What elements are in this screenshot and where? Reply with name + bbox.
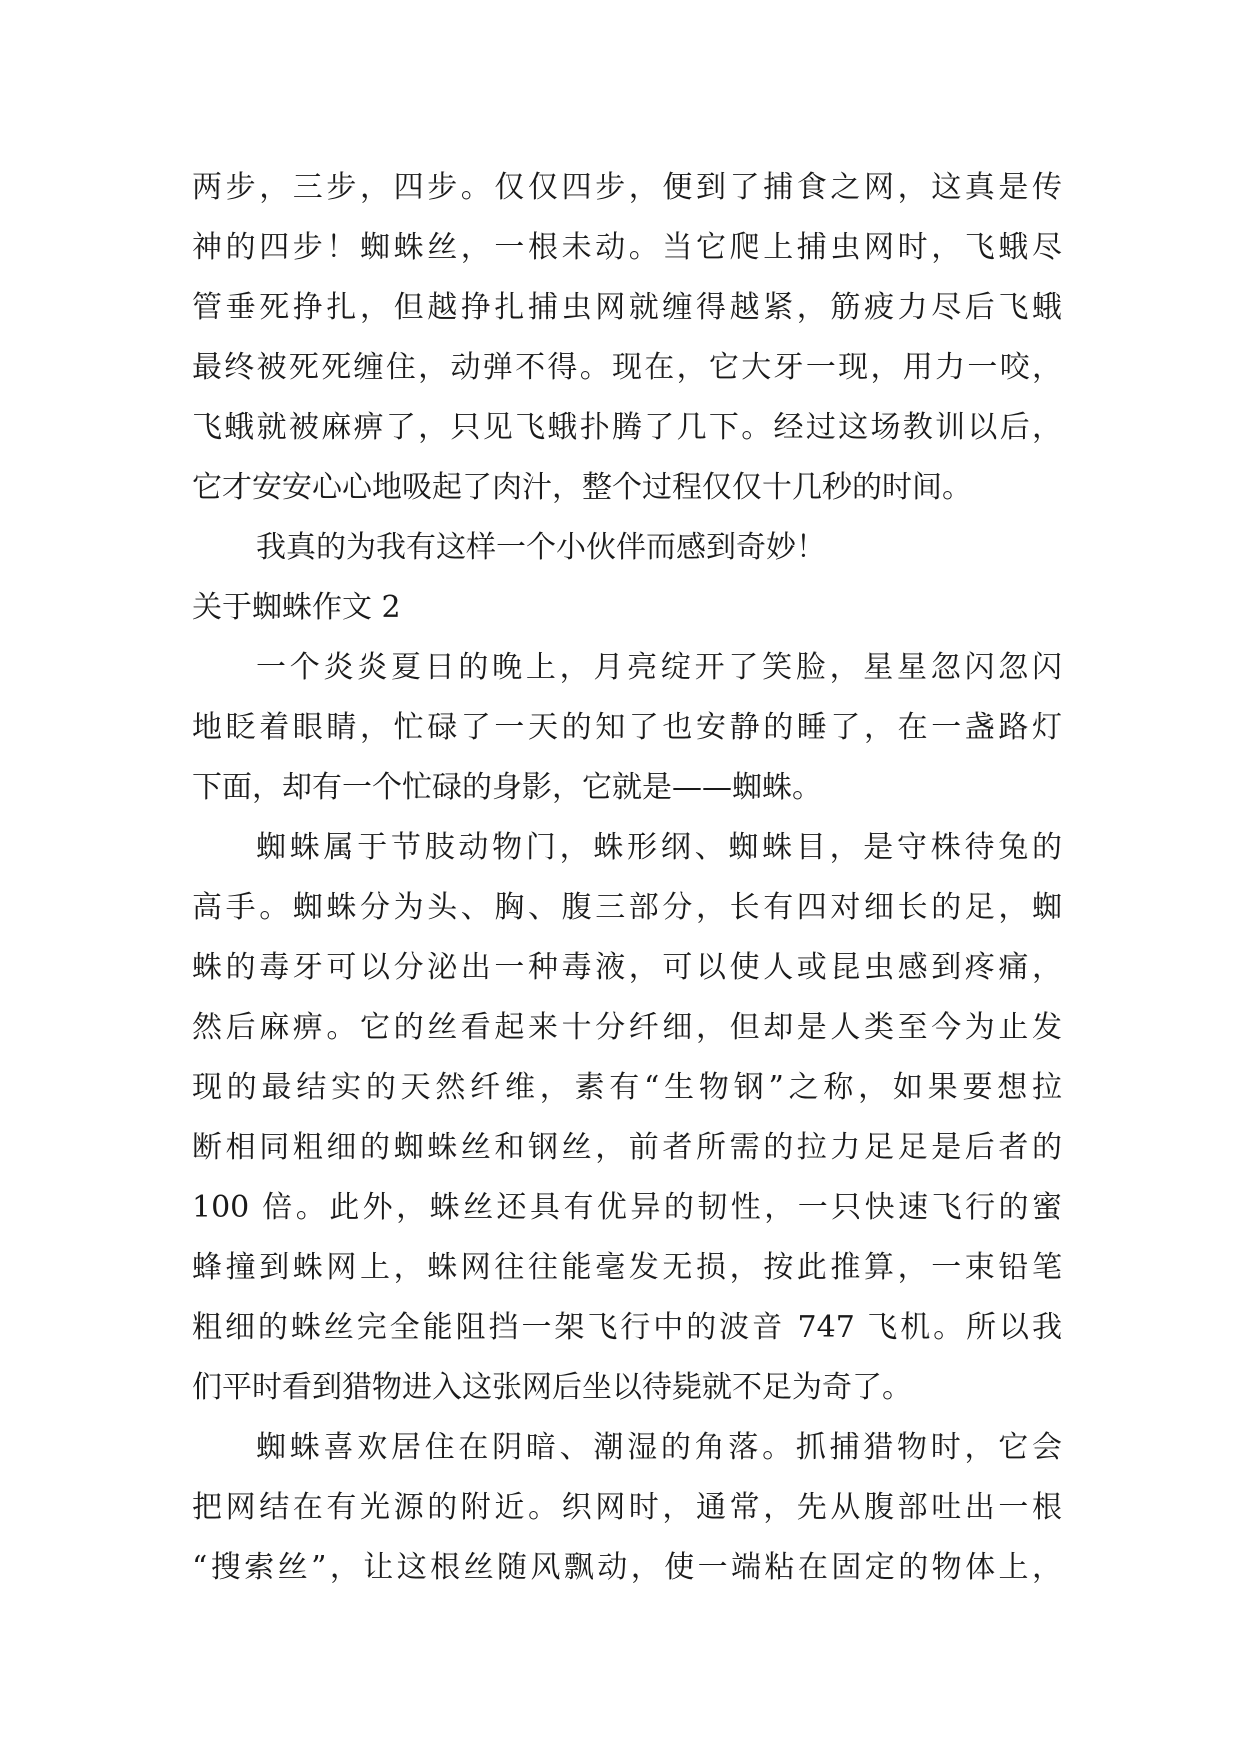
document-body bbox=[192, 158, 1062, 1598]
paragraph-first-line: 我真的为我有这样一个小伙伴而感到奇妙！ bbox=[256, 530, 826, 565]
text-line: 两步，三步，四步。仅仅四步，便到了捕食之网，这真是传 bbox=[192, 170, 1062, 205]
text-line: 管垂死挣扎，但越挣扎捕虫网就缠得越紧，筋疲力尽后飞蛾 bbox=[192, 290, 1062, 325]
paragraph-first-line: 蜘蛛喜欢居住在阴暗、潮湿的角落。抓捕猎物时，它会 bbox=[256, 1430, 1062, 1465]
text-line: 飞蛾就被麻痹了，只见飞蛾扑腾了几下。经过这场教训以后， bbox=[192, 410, 1062, 445]
text-line: 地眨着眼睛，忙碌了一天的知了也安静的睡了，在一盏路灯 bbox=[192, 710, 1062, 745]
text-line: 100 倍。此外，蛛丝还具有优异的韧性，一只快速飞行的蜜 bbox=[192, 1190, 1062, 1225]
section-heading: 关于蜘蛛作文 2 bbox=[192, 590, 401, 625]
text-line: 然后麻痹。它的丝看起来十分纤细，但却是人类至今为止发 bbox=[192, 1010, 1062, 1045]
text-line: 蛛的毒牙可以分泌出一种毒液，可以使人或昆虫感到疼痛， bbox=[192, 950, 1062, 985]
text-line: 高手。蜘蛛分为头、胸、腹三部分，长有四对细长的足，蜘 bbox=[192, 890, 1062, 925]
text-line: 最终被死死缠住，动弹不得。现在，它大牙一现，用力一咬， bbox=[192, 350, 1062, 385]
text-line: 粗细的蛛丝完全能阻挡一架飞行中的波音 747 飞机。所以我 bbox=[192, 1310, 1062, 1345]
text-line: 蜂撞到蛛网上，蛛网往往能毫发无损，按此推算，一束铅笔 bbox=[192, 1250, 1062, 1285]
text-line: 断相同粗细的蜘蛛丝和钢丝，前者所需的拉力足足是后者的 bbox=[192, 1130, 1062, 1165]
text-line: 现的最结实的天然纤维，素有“生物钢”之称，如果要想拉 bbox=[192, 1070, 1062, 1105]
text-line: 把网结在有光源的附近。织网时，通常，先从腹部吐出一根 bbox=[192, 1490, 1062, 1525]
text-line: 们平时看到猎物进入这张网后坐以待毙就不足为奇了。 bbox=[192, 1370, 912, 1405]
text-line: 下面，却有一个忙碌的身影，它就是——蜘蛛。 bbox=[192, 770, 822, 805]
paragraph-first-line: 一个炎炎夏日的晚上，月亮绽开了笑脸，星星忽闪忽闪 bbox=[256, 650, 1062, 685]
text-line: 神的四步！蜘蛛丝，一根未动。当它爬上捕虫网时，飞蛾尽 bbox=[192, 230, 1062, 265]
text-line: 它才安安心心地吸起了肉汁，整个过程仅仅十几秒的时间。 bbox=[192, 470, 972, 505]
paragraph-first-line: 蜘蛛属于节肢动物门，蛛形纲、蜘蛛目，是守株待兔的 bbox=[256, 830, 1062, 865]
text-line: “搜索丝”，让这根丝随风飘动，使一端粘在固定的物体上， bbox=[192, 1550, 1062, 1585]
